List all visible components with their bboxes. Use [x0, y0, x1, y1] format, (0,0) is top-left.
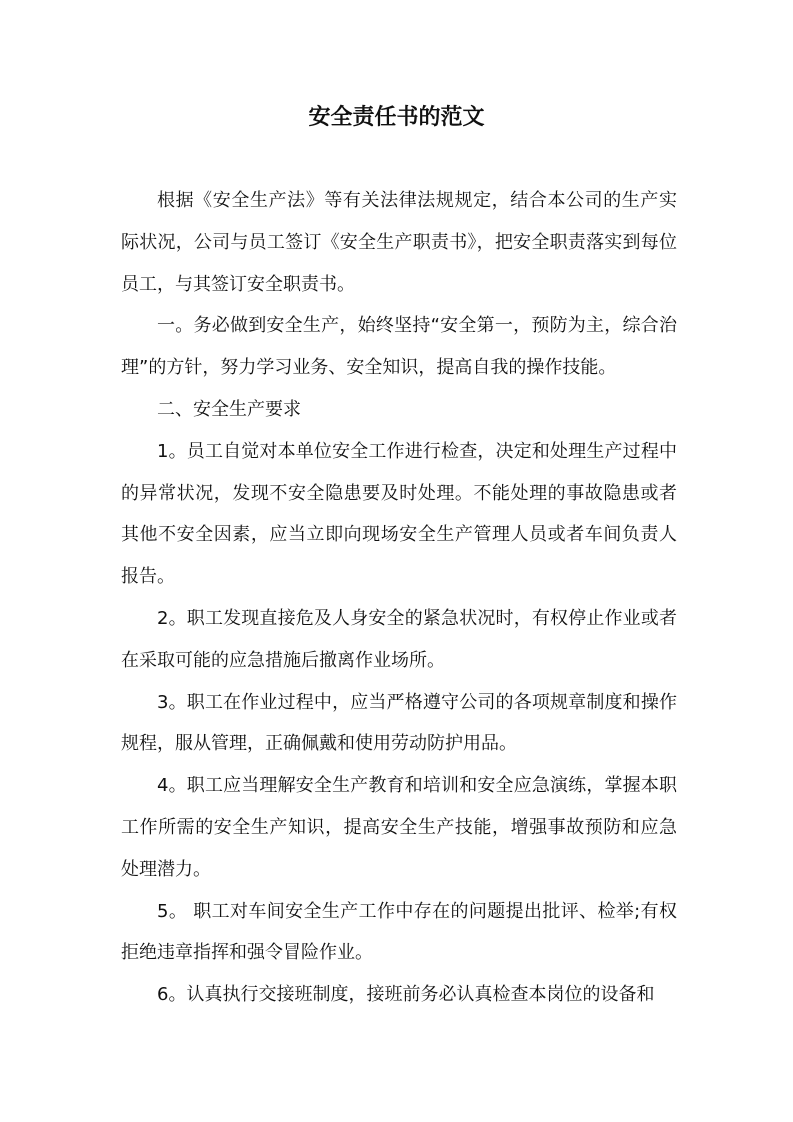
document-body	[121, 180, 677, 1016]
paragraph-item-6: 6。认真执行交接班制度，接班前务必认真检查本岗位的设备和	[157, 984, 655, 1006]
paragraph-item-2: 2。职工发现直接危及人身安全的紧急状况时，有权停止作业或者在采取可能的应急措施后撤离作业场所。	[121, 607, 677, 671]
paragraph-section-1: 一。务必做到安全生产，始终坚持“安全第一，预防为主，综合治理”的方针，努力学习业务、安全知识，提高自我的操作技能。	[121, 315, 677, 379]
paragraph-item-5: 5。 职工对车间安全生产工作中存在的问题提出批评、检举;有权拒绝违章指挥和强令冒险作业。	[121, 900, 677, 964]
paragraph-item-4: 4。职工应当理解安全生产教育和培训和安全应急演练，掌握本职工作所需的安全生产知识，提高安全生产技能，增强事故预防和应急处理潜力。	[121, 775, 677, 880]
paragraph-item-3: 3。职工在作业过程中，应当严格遵守公司的各项规章制度和操作规程，服从管理，正确佩戴和使用劳动防护用品。	[121, 691, 677, 755]
paragraph-item-1: 1。员工自觉对本单位安全工作进行检查，决定和处理生产过程中的异常状况，发现不安全隐患要及时处理。不能处理的事故隐患或者其他不安全因素，应当立即向现场安全生产管理人员或者车间负责人报告。	[121, 440, 677, 588]
paragraph-section-2-heading: 二、安全生产要求	[157, 398, 301, 420]
paragraph-intro: 根据《安全生产法》等有关法律法规规定，结合本公司的生产实际状况，公司与员工签订《安全生产职责书》，把安全职责落实到每位员工，与其签订安全职责书。	[121, 190, 677, 295]
document-title: 安全责任书的范文	[308, 105, 485, 130]
